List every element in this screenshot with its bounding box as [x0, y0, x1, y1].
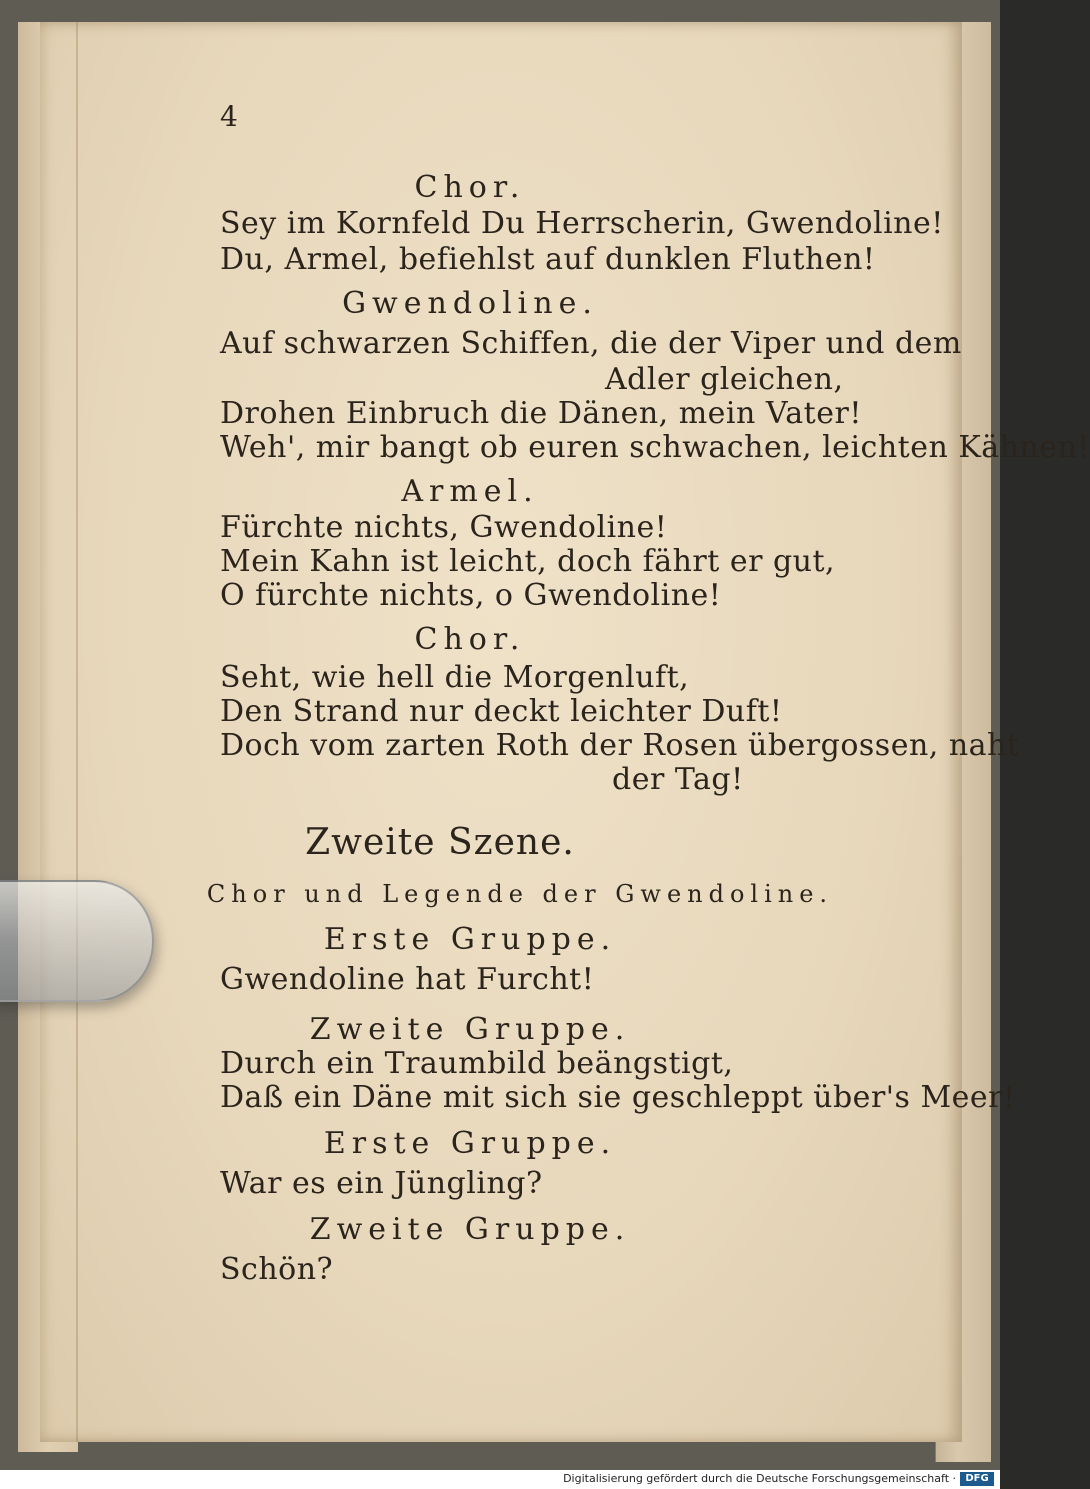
scene-subtitle: Chor und Legende der Gwendoline. [206, 880, 834, 908]
page-clip [0, 880, 154, 1002]
verse-line-continuation: Adler gleichen, [605, 362, 844, 397]
verse-line: Fürchte nichts, Gwendoline! [220, 510, 668, 545]
page-number: 4 [220, 100, 238, 133]
footer-credit: Digitalisierung gefördert durch die Deutsche Forschungsgemeinschaft · [563, 1472, 956, 1485]
speaker-heading: Armel. [401, 474, 539, 509]
verse-line: Durch ein Traumbild beängstigt, [220, 1046, 734, 1081]
dfg-logo: DFG [960, 1472, 994, 1486]
verse-line: Auf schwarzen Schiffen, die der Viper und dem [220, 326, 962, 361]
speaker-heading: Chor. [414, 622, 526, 657]
scene-title: Zweite Szene. [305, 822, 575, 863]
verse-line: Schön? [220, 1252, 334, 1287]
verse-line: Den Strand nur deckt leichter Duft! [220, 694, 783, 729]
verse-line: O fürchte nichts, o Gwendoline! [220, 578, 722, 613]
verse-line: Seht, wie hell die Morgenluft, [220, 660, 690, 695]
verse-line: Doch vom zarten Roth der Rosen übergossen, naht [220, 728, 1020, 763]
group-heading: Erste Gruppe. [323, 1126, 617, 1161]
verse-line: Sey im Kornfeld Du Herrscherin, Gwendoline! [220, 206, 944, 241]
verse-line: Du, Armel, befiehlst auf dunklen Fluthen! [220, 242, 876, 277]
verse-line: Weh', mir bangt ob euren schwachen, leichten Kähnen! [220, 430, 1090, 465]
group-heading: Erste Gruppe. [323, 922, 617, 957]
verse-line: War es ein Jüngling? [220, 1166, 543, 1201]
verse-line: Mein Kahn ist leicht, doch fährt er gut, [220, 544, 836, 579]
group-heading: Zweite Gruppe. [309, 1212, 631, 1247]
verse-line: Drohen Einbruch die Dänen, mein Vater! [220, 396, 862, 431]
verse-line: Gwendoline hat Furcht! [220, 962, 595, 997]
speaker-heading: Chor. [414, 170, 526, 205]
verse-line: Daß ein Däne mit sich sie geschleppt über's Meer! [220, 1080, 1016, 1115]
speaker-heading: Gwendoline. [342, 286, 598, 321]
verse-line-continuation: der Tag! [612, 762, 744, 797]
group-heading: Zweite Gruppe. [309, 1012, 631, 1047]
